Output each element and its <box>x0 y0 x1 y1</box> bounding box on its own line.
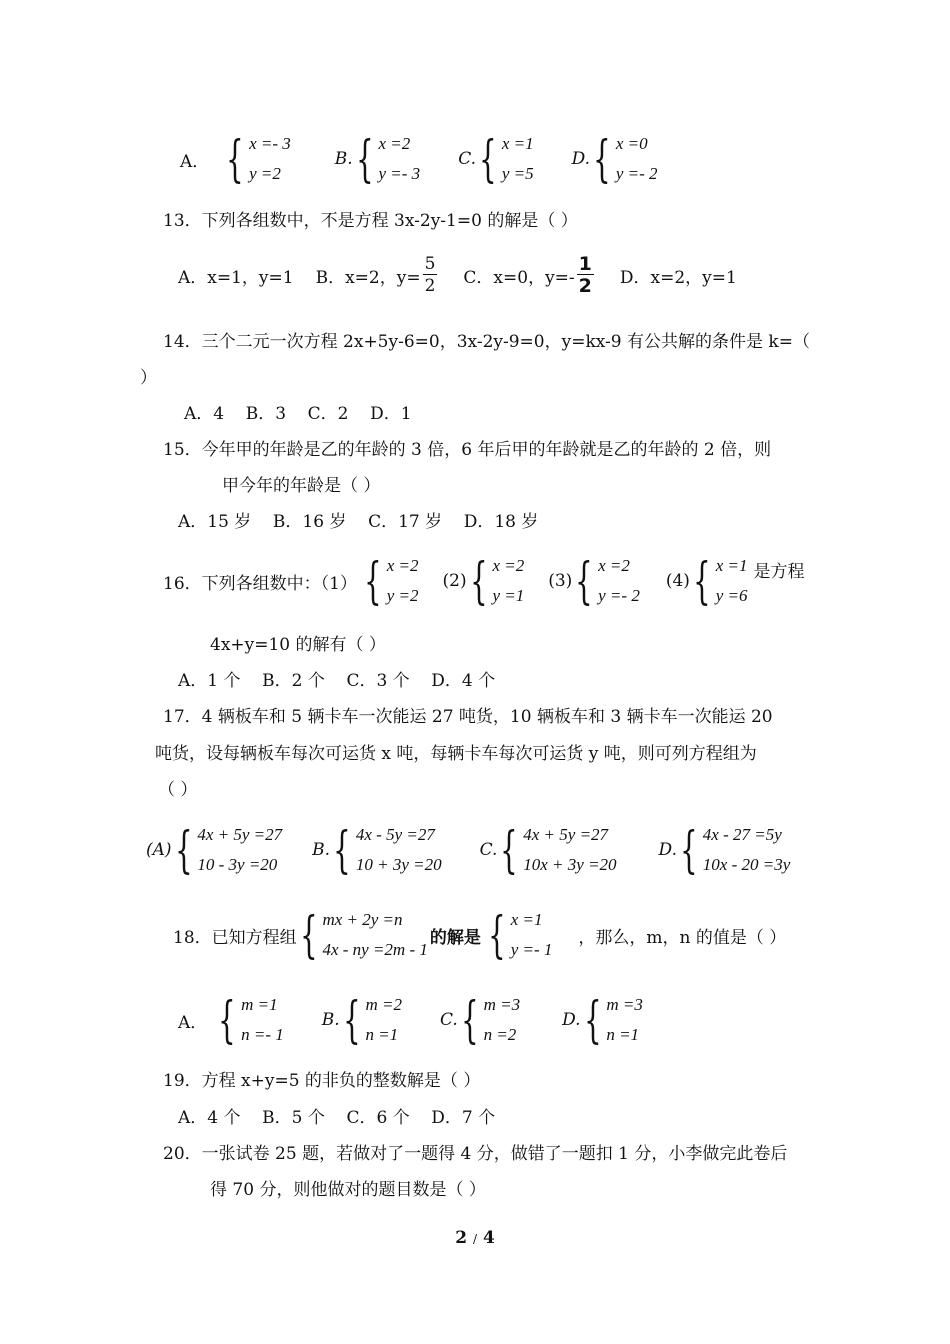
q17-option-c-label: C. <box>479 840 498 860</box>
q12-option-a-system: { x =- 3 y =2 <box>226 130 291 188</box>
q17-stem-line3: （ ） <box>158 780 198 800</box>
q14-stem-line1: 14．三个二元一次方程 2x+5y-6=0，3x-2y-9=0，y=kx-9 有公共解的条件是 k=（ <box>163 332 810 352</box>
brace-icon: { <box>469 552 488 610</box>
q18-option-d-label: D. <box>562 1010 581 1030</box>
q16-label-3: (3) <box>548 571 573 591</box>
q20-stem-line2: 得 70 分，则他做对的题目数是（ ） <box>210 1180 486 1200</box>
q13-option-c: C．x=0，y=- <box>463 268 575 288</box>
brace-icon: { <box>693 552 711 610</box>
q18-middle: 的解是 <box>429 927 481 948</box>
q18-option-a-system: { m =1 n =- 1 <box>218 991 284 1049</box>
q12-option-b-system: { x =2 y =- 3 <box>355 130 421 188</box>
q17-option-d-label: D. <box>658 840 677 860</box>
page-number <box>0 1228 950 1248</box>
q16-prefix: 16．下列各组数中：（1） <box>163 573 357 594</box>
q13-option-b: B．x=2，y= <box>315 268 421 288</box>
brace-icon: { <box>575 552 593 610</box>
q12-option-b-label: B. <box>334 149 353 169</box>
q13-stem: 13．下列各组数中，不是方程 3x-2y-1=0 的解是（ ） <box>163 211 578 231</box>
q19-stem: 19．方程 x+y=5 的非负的整数解是（ ） <box>163 1071 481 1091</box>
brace-icon: { <box>583 991 602 1049</box>
q12-option-a-label: A． <box>180 151 210 172</box>
brace-icon: { <box>460 991 479 1049</box>
q19-options: A．4 个 B．5 个 C．6 个 D．7 个 <box>178 1108 496 1128</box>
q17-option-d-system: { 4x - 27 =5y 10x - 20 =3y <box>680 821 791 879</box>
q18-options <box>178 992 645 1048</box>
q17-option-a-system: { 4x + 5y =27 10 - 3y =20 <box>174 821 283 879</box>
q16-label-4: (4) <box>665 571 690 591</box>
q15-stem-line2: 甲今年的年龄是（ ） <box>222 476 381 496</box>
page-separator: / <box>472 1232 478 1246</box>
brace-icon: { <box>174 821 193 879</box>
q18-prefix: 18．已知方程组 <box>173 927 297 948</box>
brace-icon: { <box>342 991 361 1049</box>
q12-option-d-label: D. <box>571 149 591 169</box>
brace-icon: { <box>680 821 698 879</box>
q17-option-c-system: { 4x + 5y =27 10x + 3y =20 <box>500 821 617 879</box>
q13-option-c-fraction: $\frac{1}{2}$ <box>578 253 592 297</box>
brace-icon: { <box>479 130 497 188</box>
q18-option-b-system: { m =2 n =1 <box>342 991 402 1049</box>
q17-options <box>146 822 792 878</box>
q18-stem <box>173 907 786 963</box>
q15-stem-line1: 15．今年甲的年龄是乙的年龄的 3 倍，6 年后甲的年龄就是乙的年龄的 2 倍，则 <box>163 440 772 460</box>
q17-stem-line1: 17．4 辆板车和 5 辆卡车一次能运 27 吨货，10 辆板车和 3 辆卡车一次能运 20 <box>163 707 773 727</box>
q14-options: A．4 B．3 C．2 D．1 <box>184 404 412 424</box>
q16-label-2: (2) <box>442 571 467 591</box>
q12-option-c-label: C. <box>458 149 476 169</box>
q13-option-b-fraction: $\frac{5}{2}$ <box>424 254 436 296</box>
page-current: 2 <box>455 1228 468 1248</box>
brace-icon: { <box>593 130 611 188</box>
q18-option-c-system: { m =3 n =2 <box>460 991 521 1049</box>
q17-stem-line2: 吨货，设每辆板车每次可运货 x 吨，每辆卡车每次可运货 y 吨，则可列方程组为 <box>155 744 757 764</box>
brace-icon: { <box>218 991 236 1049</box>
brace-icon: { <box>226 130 244 188</box>
q18-option-c-label: C. <box>439 1010 458 1030</box>
q16-system-1: { x =2 y =2 <box>364 552 419 610</box>
q18-option-b-label: B. <box>321 1010 340 1030</box>
q16-stem <box>163 553 805 609</box>
q17-option-b-system: { 4x - 5y =27 10 + 3y =20 <box>333 821 442 879</box>
brace-icon: { <box>299 906 318 964</box>
q13-options <box>178 254 737 297</box>
brace-icon: { <box>355 130 374 188</box>
q16-system-3: { x =2 y =- 2 <box>575 552 640 610</box>
brace-icon: { <box>488 906 506 964</box>
q12-option-c-system: { x =1 y =5 <box>479 130 534 188</box>
q16-suffix: 是方程 <box>753 562 805 582</box>
q13-option-d: D．x=2，y=1 <box>619 268 737 288</box>
q13-option-a: A．x=1，y=1 <box>178 268 294 288</box>
q18-suffix: ，那么，m，n 的值是（ ） <box>578 927 787 948</box>
q16-system-2: { x =2 y =1 <box>469 552 525 610</box>
q17-option-a-label: (A) <box>146 840 172 860</box>
brace-icon: { <box>333 821 351 879</box>
q18-solution-system: { x =1 y =- 1 <box>488 906 553 964</box>
q16-line2: 4x+y=10 的解有（ ） <box>210 635 386 655</box>
q18-system: { mx + 2y =n 4x - ny =2m - 1 <box>299 906 428 964</box>
brace-icon: { <box>364 552 382 610</box>
q18-option-a-label: A． <box>178 1012 208 1033</box>
q20-stem-line1: 20．一张试卷 25 题，若做对了一题得 4 分，做错了一题扣 1 分，小李做完此卷后 <box>163 1144 788 1164</box>
q16-options: A．1 个 B．2 个 C．3 个 D．4 个 <box>178 671 496 691</box>
page-total: 4 <box>482 1228 495 1248</box>
q15-options: A．15 岁 B．16 岁 C．17 岁 D．18 岁 <box>178 512 539 532</box>
q16-system-4: { x =1 y =6 <box>693 552 748 610</box>
q12-option-d-system: { x =0 y =- 2 <box>593 130 658 188</box>
q17-option-b-label: B. <box>312 840 331 860</box>
q12-options <box>180 131 660 187</box>
q18-option-d-system: { m =3 n =1 <box>583 991 643 1049</box>
q14-stem-line2: ） <box>140 368 157 388</box>
brace-icon: { <box>500 821 519 879</box>
